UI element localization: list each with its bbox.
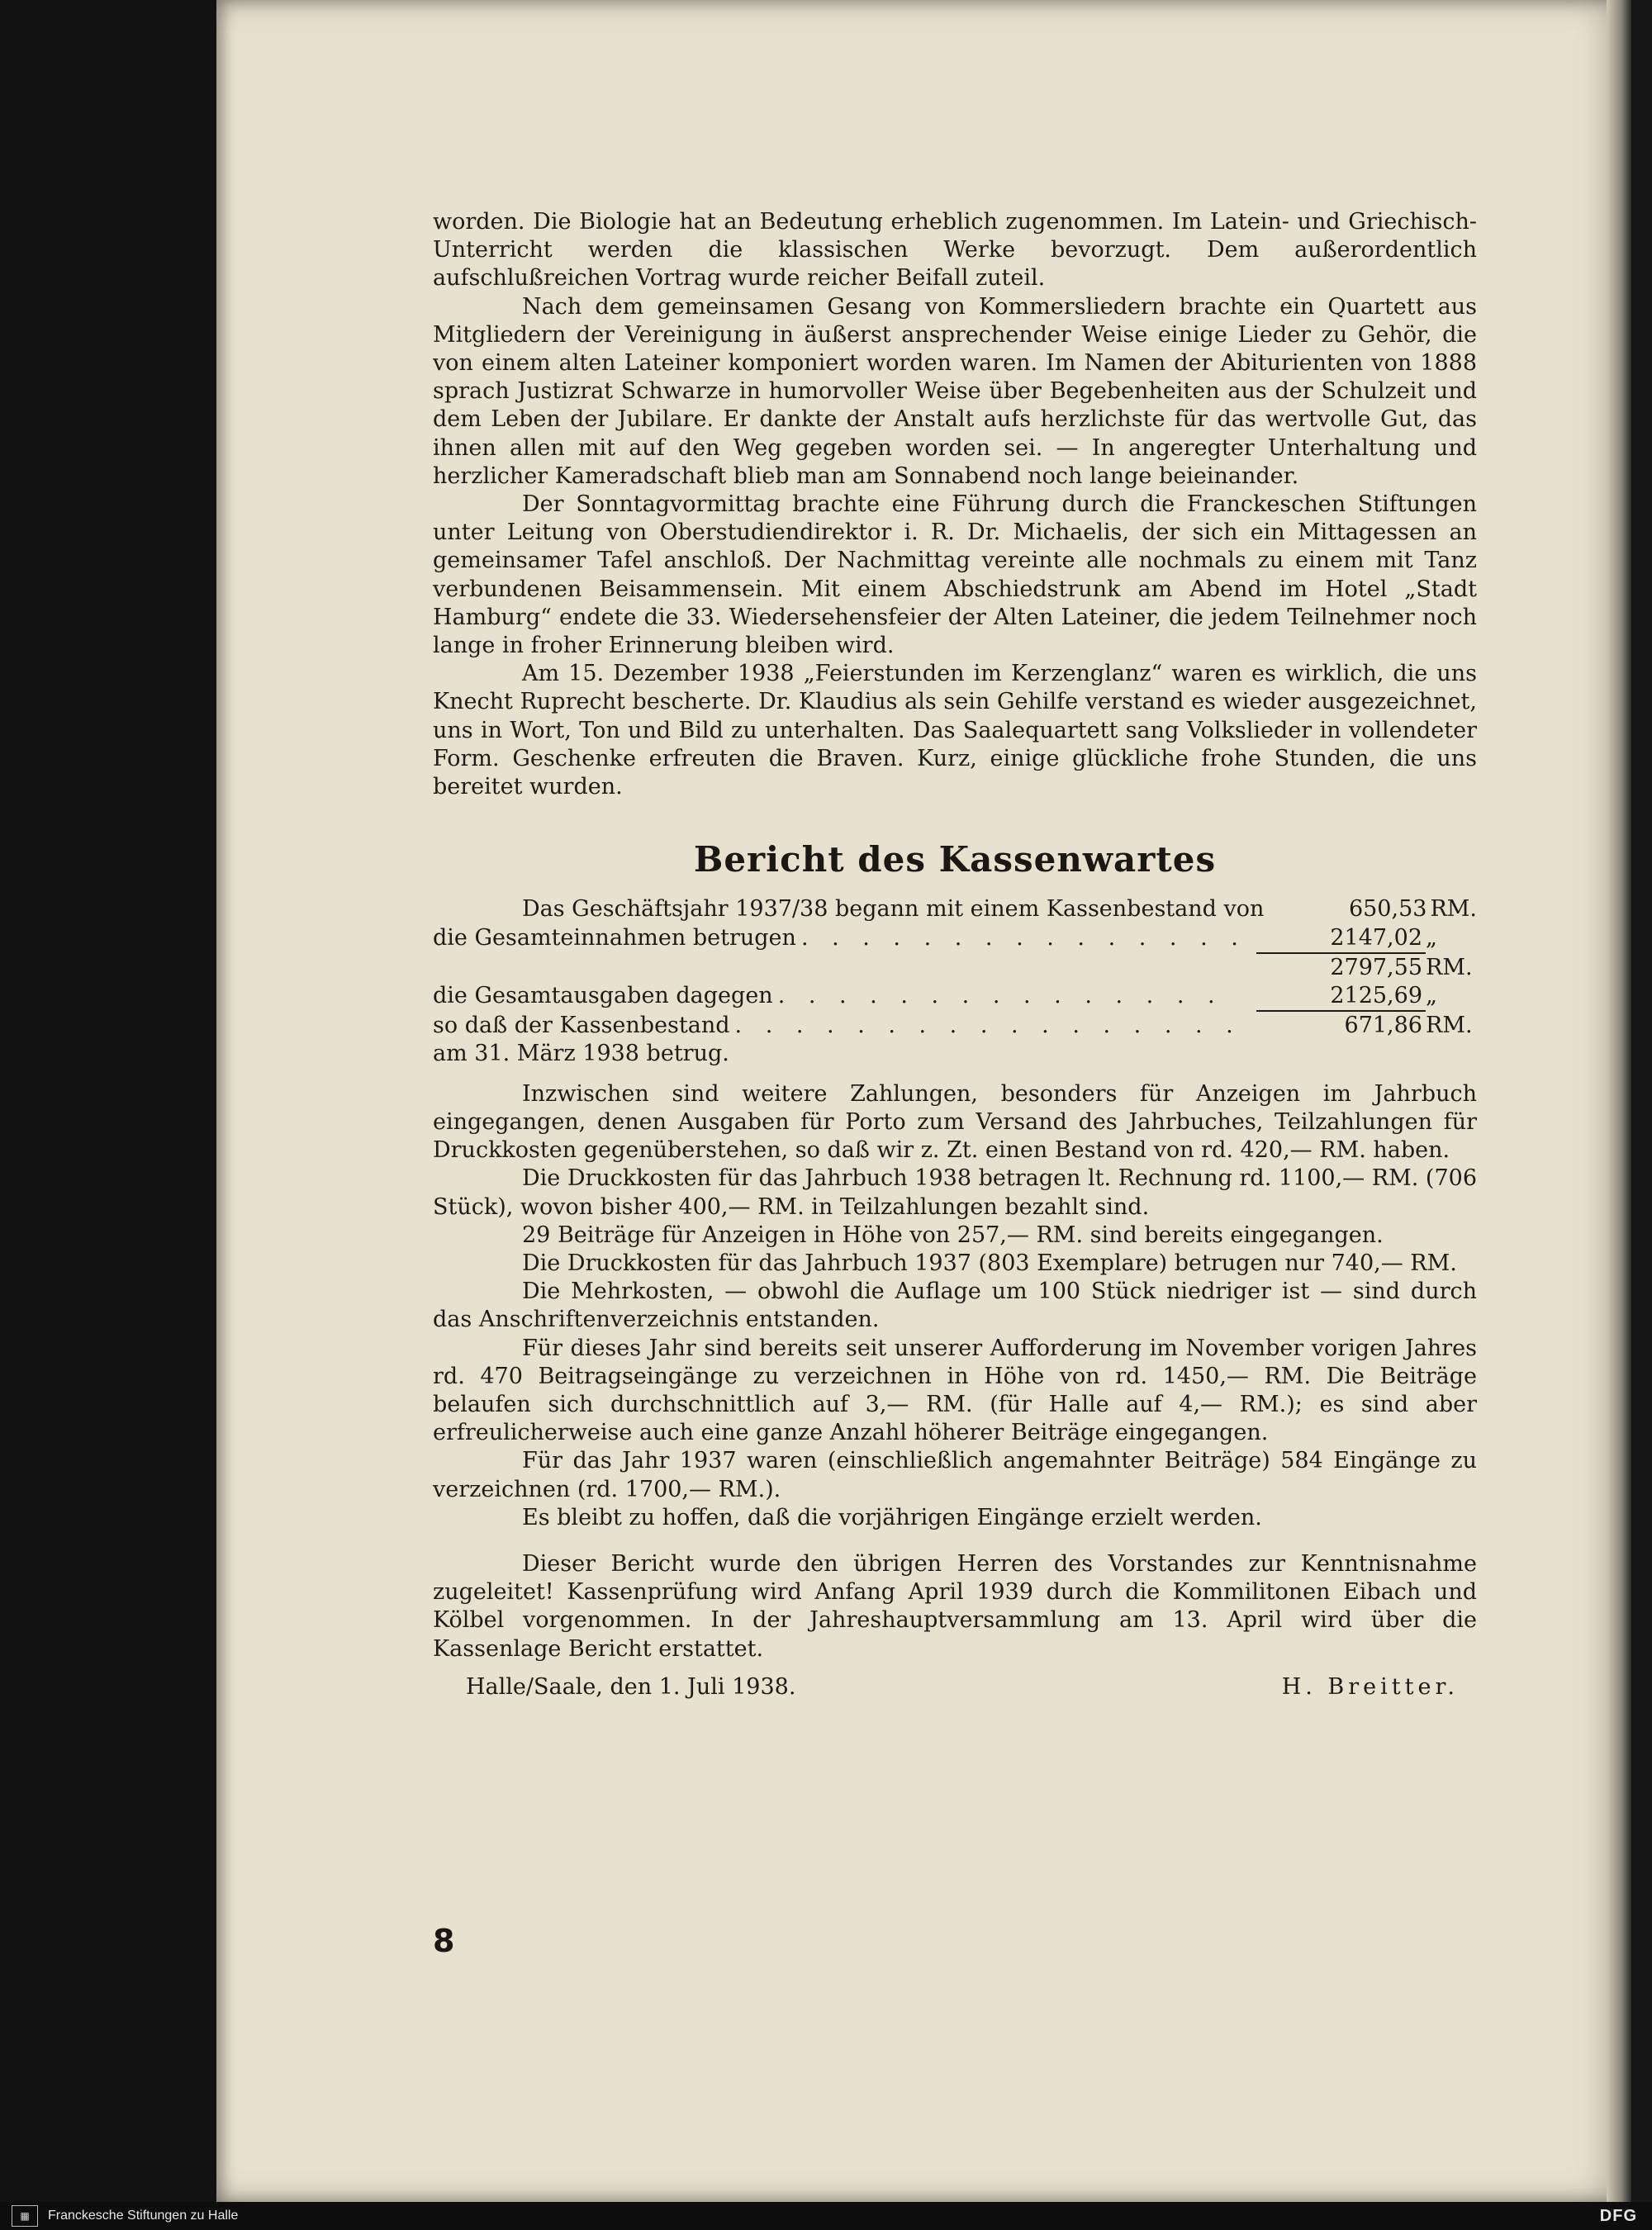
paragraph: worden. Die Biologie hat an Bedeutung erheblich zugenommen. Im Latein- und Griechisch-Unterricht werden die klassischen Werke bevorzugt. Dem außerordentlich aufschlußreichen Vortrag wurde reicher Beifall zuteil.	[433, 209, 1477, 292]
paragraph: Dieser Bericht wurde den übrigen Herren des Vorstandes zur Kenntnisnahme zugeleitet! Kassenprüfung wird Anfang April 1939 durch die Kommilitonen Eibach und Kölbel vorgenommen. In der Jahreshauptversammlung am 13. April wird über die Kassenlage Bericht erstattet.	[433, 1550, 1477, 1662]
viewer-footer-bar	[0, 2202, 1652, 2230]
leader-dots: . . . . . . . . . . . . . . .	[800, 924, 1246, 951]
paragraph: Die Druckkosten für das Jahrbuch 1937 (803 Exemplare) betrugen nur 740,— RM.	[522, 1250, 1457, 1276]
paragraph: Für das Jahr 1937 waren (einschließlich angemahnter Beiträge) 584 Eingänge zu verzeichnen (rd. 1700,— RM.).	[433, 1448, 1477, 1502]
account-label: am 31. März 1938 betrug.	[433, 1041, 729, 1067]
paragraph: Der Sonntagvormittag brachte eine Führung durch die Franckeschen Stiftungen unter Leitung von Oberstudiendirektor i. R. Dr. Michaelis, der sich ein Mittagessen an gemeinsamer Tafel anschloß. Der Nachmittag vereinte alle nochmals zu einem mit Tanz verbundenen Beisammensein. Mit einem Abschiedstrunk am Abend im Hotel „Stadt Hamburg“ endete die 33. Wiedersehensfeier der Alten Lateiner, die jedem Teilnehmer noch lange in froher Erinnerung bleiben wird.	[433, 491, 1477, 659]
account-amount: 2147,02	[1330, 924, 1422, 951]
dfg-logo: DFG	[1599, 2207, 1637, 2225]
account-currency: RM.	[1426, 954, 1473, 980]
leader-dots: . . . . . . . . . . . . . . . . .	[734, 1013, 1241, 1039]
paragraph: 29 Beiträge für Anzeigen in Höhe von 257,— RM. sind bereits eingegangen.	[522, 1222, 1384, 1248]
leader-dots: . . . . . . . . . . . . . . .	[777, 983, 1223, 1009]
account-label: Das Geschäftsjahr 1937/38 begann mit einem Kassenbestand von	[522, 896, 1265, 923]
account-amount: 650,53	[1348, 896, 1427, 923]
account-label: so daß der Kassenbestand	[433, 1013, 730, 1039]
account-label: die Gesamteinnahmen betrugen	[433, 924, 796, 951]
account-amount: 2797,55	[1330, 954, 1422, 980]
account-amount: 2125,69	[1330, 983, 1422, 1009]
account-row	[433, 982, 1477, 1010]
left-scan-border	[0, 0, 216, 2202]
account-amount: 671,86	[1344, 1013, 1422, 1039]
section-heading: Bericht des Kassenwartes	[693, 839, 1217, 880]
account-currency: RM.	[1426, 1013, 1473, 1039]
account-currency: RM.	[1430, 896, 1477, 923]
paragraph: Nach dem gemeinsamen Gesang von Kommersliedern brachte ein Quartett aus Mitgliedern der Vereinigung in äußerst ansprechender Weise einige Lieder zu Gehör, die von einem alten Lateiner komponiert worden waren. Im Namen der Abiturienten von 1888 sprach Justizrat Schwarze in humorvoller Weise über Begebenheiten aus der Schulzeit und dem Leben der Jubilare. Er dankte der Anstalt aufs herzlichste für das wertvolle Gut, das ihnen allen mit auf den Weg gegeben worden sei. — In angeregter Unterhaltung und herzlicher Kameradschaft blieb man am Sonnabend noch lange beieinander.	[433, 293, 1477, 489]
institution-name: Franckesche Stiftungen zu Halle	[48, 2209, 239, 2223]
account-row	[433, 895, 1477, 923]
account-row	[433, 954, 1477, 982]
place-date: Halle/Saale, den 1. Juli 1938.	[466, 1673, 796, 1700]
account-currency: „	[1426, 983, 1437, 1009]
account-row	[433, 1012, 1477, 1040]
page-right-edge	[1607, 0, 1631, 2202]
paragraph: Inzwischen sind weitere Zahlungen, besonders für Anzeigen im Jahrbuch eingegangen, denen Ausgaben für Porto zum Versand des Jahrbuches, Teilzahlungen für Druckkosten gegenüberstehen, so daß wir z. Zt. einen Bestand von rd. 420,— RM. haben.	[433, 1080, 1477, 1164]
footer-institution	[12, 2205, 238, 2227]
paragraph: Für dieses Jahr sind bereits seit unserer Aufforderung im November vorigen Jahres rd. 470 Beitragseingänge zu verzeichnen in Höhe von rd. 1450,— RM. Die Beiträge belaufen sich durchschnittlich auf 3,— RM. (für Halle auf 4,— RM.); es sind aber erfreulicherweise auch eine ganze Anzahl höherer Beiträge eingegangen.	[433, 1335, 1477, 1446]
account-label: die Gesamtausgaben dagegen	[433, 983, 773, 1009]
cash-account-table	[433, 895, 1477, 1068]
signature-line	[433, 1673, 1477, 1701]
account-currency: „	[1426, 924, 1437, 951]
paragraph: Die Mehrkosten, — obwohl die Auflage um 100 Stück niedriger ist — sind durch das Anschriftenverzeichnis entstanden.	[433, 1279, 1477, 1333]
paragraph: Es bleibt zu hoffen, daß die vorjährigen Eingänge erzielt werden.	[522, 1504, 1262, 1530]
paragraph: Am 15. Dezember 1938 „Feierstunden im Kerzenglanz“ waren es wirklich, die uns Knecht Ruprecht bescherte. Dr. Klaudius als sein Gehilfe verstand es wieder ausgezeichnet, uns in Wort, Ton und Bild zu unterhalten. Das Saalequartett sang Volkslieder in vollendeter Form. Geschenke erfreuten die Braven. Kurz, einige glückliche frohe Stunden, die uns bereitet wurden.	[433, 661, 1477, 800]
institution-logo-icon: ▦	[12, 2205, 38, 2227]
page-body	[433, 208, 1477, 1701]
signatory-name: H. Breitter.	[1281, 1673, 1459, 1700]
right-scan-border	[1631, 0, 1652, 2202]
account-row	[433, 924, 1477, 952]
page-number: 8	[433, 1923, 455, 1959]
paragraph: Die Druckkosten für das Jahrbuch 1938 betragen lt. Rechnung rd. 1100,— RM. (706 Stück), wovon bisher 400,— RM. in Teilzahlungen bezahlt sind.	[433, 1165, 1477, 1220]
account-row	[433, 1040, 1477, 1068]
